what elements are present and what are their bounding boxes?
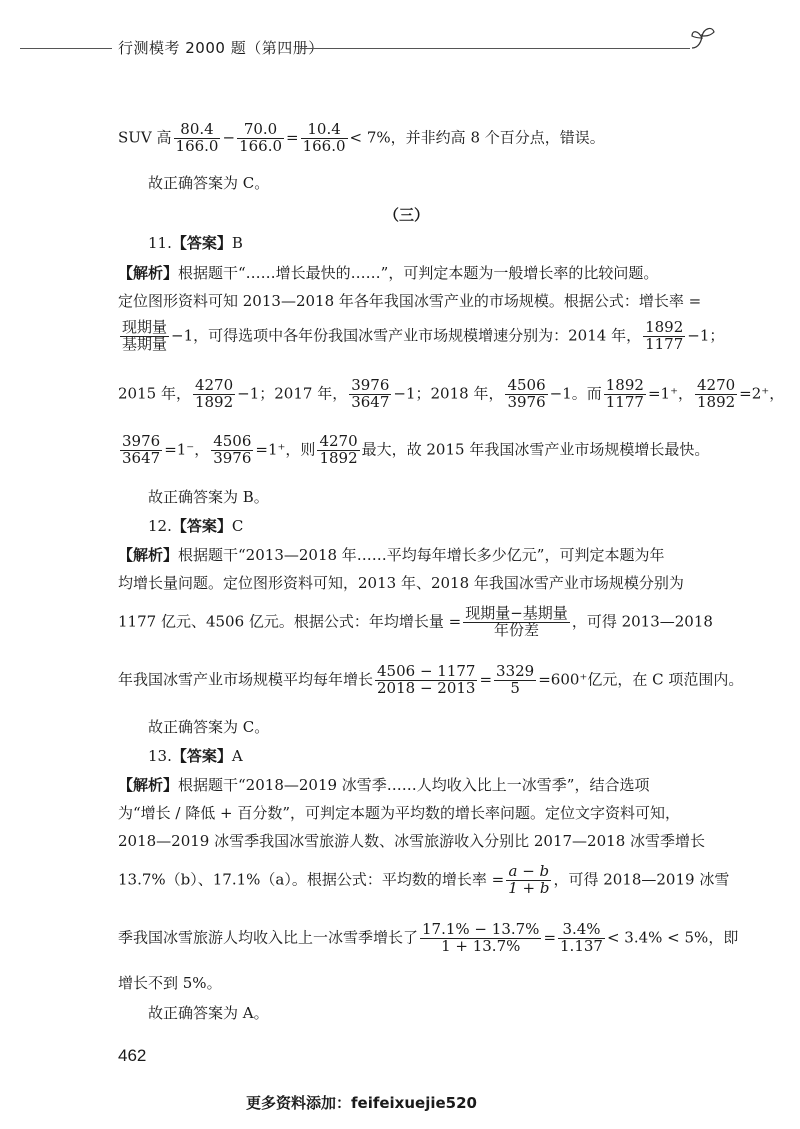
text: − <box>222 128 236 147</box>
denominator: 166.0 <box>239 136 283 155</box>
numerator: 4506 <box>507 376 546 394</box>
question-number: 13. <box>148 747 172 765</box>
answer-line: 故正确答案为 B。 <box>148 488 269 506</box>
text: =600⁺亿元，在 C 项范围内。 <box>538 670 744 689</box>
fraction <box>120 434 162 467</box>
q12-answer-line <box>148 515 243 536</box>
text: = <box>286 128 299 147</box>
text: ，可得 2013—2018 <box>571 612 713 631</box>
answer-line: 故正确答案为 C。 <box>148 718 270 736</box>
text: =1⁺，则 <box>255 440 316 459</box>
fraction <box>643 320 685 353</box>
fraction <box>317 434 359 467</box>
numerator: 4270 <box>319 432 358 450</box>
denominator: 166.0 <box>302 136 346 155</box>
q12-analysis-line-2: 均增长量问题。定位图形资料可知，2013 年、2018 年我国冰雪产业市场规模分别为 <box>118 574 684 592</box>
fraction <box>506 864 551 897</box>
text: 根据题干“2018—2019 冰雪季……人均收入比上一冰雪季”，结合选项 <box>178 776 650 794</box>
q13-analysis-line-4 <box>118 864 729 897</box>
text: 13.7%（b）、17.1%（a）。根据公式：平均数的增长率 = <box>118 870 505 889</box>
fraction <box>193 378 235 411</box>
q13-analysis-line-6: 增长不到 5%。 <box>118 974 222 992</box>
numerator: 10.4 <box>301 122 348 139</box>
fraction <box>301 122 348 155</box>
analysis-tag: 【解析】 <box>118 546 179 564</box>
text: =1⁺， <box>647 384 693 403</box>
text: −1； <box>687 326 725 345</box>
denominator: 1892 <box>696 392 736 411</box>
text: SUV 高 <box>118 128 172 147</box>
header-rule-left <box>20 48 112 49</box>
text: < 3.4% < 5%，即 <box>606 928 739 947</box>
analysis-tag: 【解析】 <box>118 776 179 794</box>
fraction <box>558 922 605 955</box>
fraction <box>695 378 737 411</box>
denominator: 1.137 <box>560 936 603 955</box>
q12-analysis-line-3 <box>118 606 713 639</box>
fraction <box>174 122 221 155</box>
page-number: 462 <box>118 1046 147 1065</box>
q12-analysis-line-1 <box>118 544 664 565</box>
numerator: 3976 <box>351 376 390 394</box>
text: ，可得 2018—2019 冰雪 <box>553 870 730 889</box>
fraction <box>505 378 547 411</box>
numerator: a − b <box>506 864 551 881</box>
numerator: 3976 <box>122 432 161 450</box>
text: = <box>479 670 493 689</box>
fraction <box>211 434 253 467</box>
q11-analysis-line-4 <box>118 378 784 411</box>
answer-letter: B <box>231 234 243 252</box>
text: −1。而 <box>549 384 602 403</box>
fraction <box>375 664 477 697</box>
numerator: 4506 <box>213 432 252 450</box>
fraction <box>494 664 536 697</box>
answer-tag: 【答案】 <box>171 747 232 765</box>
answer-letter: C <box>231 517 244 535</box>
question-number: 11. <box>148 234 172 252</box>
q13-analysis-line-1 <box>118 774 649 795</box>
denominator: 3647 <box>351 392 390 411</box>
text: 季我国冰雪旅游人均收入比上一冰雪季增长了 <box>118 928 419 947</box>
numerator: 1892 <box>605 376 644 394</box>
answer-letter: A <box>231 747 243 765</box>
running-header-title: 行测模考 2000 题（第四册） <box>118 39 324 57</box>
text: = <box>543 928 557 947</box>
fraction <box>463 606 570 639</box>
numerator: 3329 <box>496 662 535 680</box>
denominator: 166.0 <box>175 136 219 155</box>
denominator: 1177 <box>645 334 684 353</box>
text: =2⁺， <box>739 384 785 403</box>
text: −1；2017 年， <box>237 384 348 403</box>
text: −1；2018 年， <box>393 384 504 403</box>
text: 根据题干“……增长最快的……”，可判定本题为一般增长率的比较问题。 <box>178 264 659 282</box>
header-rule-right <box>300 48 690 49</box>
q13-analysis-line-2: 为“增长 / 降低 + 百分数”，可判定本题为平均数的增长率问题。定位文字资料可知， <box>118 804 681 822</box>
q11-analysis-line-2: 定位图形资料可知 2013—2018 年各年我国冰雪产业的市场规模。根据公式：增长率 = <box>118 292 702 310</box>
denominator: 5 <box>510 678 520 697</box>
numerator: 70.0 <box>237 122 284 139</box>
denominator: 1177 <box>605 392 644 411</box>
q11-analysis-line-1 <box>118 262 658 283</box>
text: 1177 亿元、4506 亿元。根据公式：年均增长量 = <box>118 612 462 631</box>
denominator: 1 + b <box>508 878 550 897</box>
text: 根据题干“2013—2018 年……平均每年增长多少亿元”，可判定本题为年 <box>178 546 665 564</box>
fraction <box>120 320 169 353</box>
denominator: 年份差 <box>494 620 540 639</box>
numerator: 4270 <box>194 376 234 394</box>
text: =1⁻， <box>164 440 210 459</box>
suv-calc-line <box>118 122 605 155</box>
numerator: 3.4% <box>558 922 605 939</box>
sprout-icon <box>688 24 718 52</box>
answer-tag: 【答案】 <box>171 234 232 252</box>
numerator: 现期量−基期量 <box>465 604 568 622</box>
denominator: 2018 − 2013 <box>377 678 476 697</box>
text: 2015 年， <box>118 384 191 403</box>
numerator: 80.4 <box>174 122 221 139</box>
denominator: 基期量 <box>122 334 168 353</box>
q13-analysis-line-5 <box>118 922 738 955</box>
denominator: 1 + 13.7% <box>441 936 521 955</box>
denominator: 3647 <box>122 448 161 467</box>
fraction <box>420 922 541 955</box>
analysis-tag: 【解析】 <box>118 264 179 282</box>
text: 年我国冰雪产业市场规模平均每年增长 <box>118 670 374 689</box>
numerator: 现期量 <box>122 318 168 336</box>
fraction <box>604 378 646 411</box>
answer-tag: 【答案】 <box>171 517 232 535</box>
q11-analysis-line-3 <box>118 320 724 353</box>
numerator: 17.1% − 13.7% <box>422 920 540 938</box>
numerator: 4270 <box>696 376 736 394</box>
denominator: 1892 <box>194 392 234 411</box>
footer-promo: 更多资料添加：feifeixuejie520 <box>246 1094 477 1112</box>
denominator: 3976 <box>507 392 546 411</box>
fraction <box>349 378 391 411</box>
text: −1，可得选项中各年份我国冰雪产业市场规模增速分别为：2014 年， <box>171 326 642 345</box>
text: 最大，故 2015 年我国冰雪产业市场规模增长最快。 <box>361 440 710 459</box>
q11-answer-line <box>148 232 243 253</box>
answer-line: 故正确答案为 C。 <box>148 174 270 192</box>
denominator: 1892 <box>319 448 358 467</box>
question-number: 12. <box>148 517 172 535</box>
numerator: 4506 − 1177 <box>377 662 476 680</box>
denominator: 3976 <box>213 448 252 467</box>
numerator: 1892 <box>645 318 684 336</box>
q13-analysis-line-3: 2018—2019 冰雪季我国冰雪旅游人数、冰雪旅游收入分别比 2017—2018 冰雪季增长 <box>118 832 706 850</box>
q13-answer-line <box>148 745 243 766</box>
q12-analysis-line-4 <box>118 664 743 697</box>
text: < 7%，并非约高 8 个百分点，错误。 <box>349 128 605 147</box>
section-heading: （三） <box>384 206 430 224</box>
answer-line: 故正确答案为 A。 <box>148 1004 269 1022</box>
q11-analysis-line-5 <box>118 434 709 467</box>
fraction <box>237 122 284 155</box>
